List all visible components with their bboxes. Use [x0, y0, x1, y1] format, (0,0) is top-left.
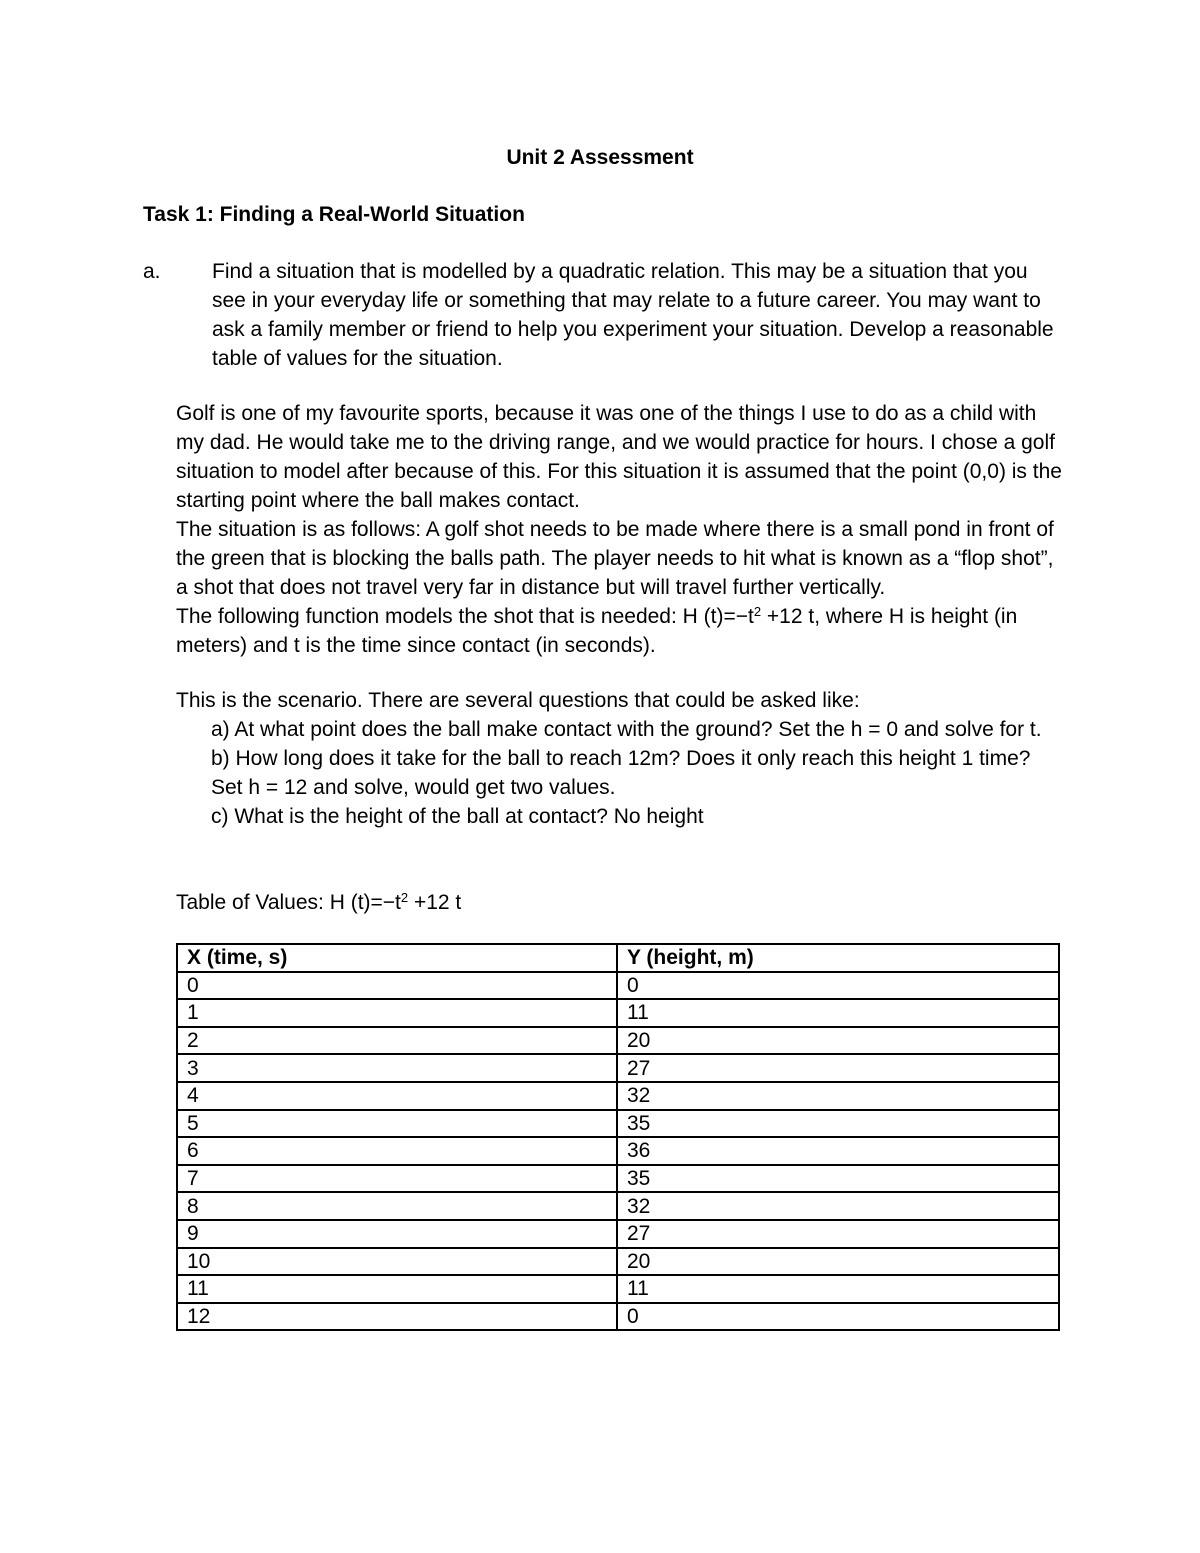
cell-time: 11	[177, 1275, 617, 1303]
paragraph-golf-intro: Golf is one of my favourite sports, because it was one of the things I use to do as a child with my dad. He would take me to the driving range, and we would practice for hours. I chose a golf situation to model after because of this. For this situation it is assumed that the point (0,0) is the starting point where the ball makes contact.	[176, 402, 1062, 512]
table-title-before: Table of Values: H (t)=−t	[176, 891, 401, 914]
prompt-list-marker: a.	[143, 260, 161, 283]
cell-height: 20	[617, 1248, 1059, 1276]
question-item: c) What is the height of the ball at contact? No height	[211, 805, 704, 828]
table-row	[177, 1054, 1059, 1082]
table-title-after: +12 t	[408, 891, 462, 914]
cell-time: 10	[177, 1248, 617, 1276]
cell-height: 32	[617, 1082, 1059, 1110]
cell-time: 4	[177, 1082, 617, 1110]
table-row	[177, 1275, 1059, 1303]
table-row	[177, 1082, 1059, 1110]
table-row	[177, 1303, 1059, 1331]
cell-time: 12	[177, 1303, 617, 1331]
cell-height: 11	[617, 999, 1059, 1027]
function-exponent: 2	[753, 604, 762, 619]
table-row	[177, 1165, 1059, 1193]
table-row	[177, 972, 1059, 1000]
header-x-time: X (time, s)	[177, 944, 617, 972]
cell-height: 32	[617, 1192, 1059, 1220]
task-prompt	[143, 257, 1063, 373]
scenario-intro: This is the scenario. There are several questions that could be asked like:	[176, 689, 860, 712]
table-row	[177, 1110, 1059, 1138]
response-body	[176, 399, 1066, 660]
cell-time: 8	[177, 1192, 617, 1220]
cell-time: 7	[177, 1165, 617, 1193]
cell-height: 0	[617, 972, 1059, 1000]
cell-time: 0	[177, 972, 617, 1000]
values-table	[176, 943, 1060, 1331]
table-row	[177, 1027, 1059, 1055]
paragraph-function	[176, 602, 1066, 660]
function-text-after: +12 t, where H is height (in meters) and t is the time since contact (in seconds).	[176, 605, 1018, 657]
question-item: b) How long does it take for the ball to reach 12m? Does it only reach this height 1 time? Set h = 12 and solve, would get two values.	[211, 747, 1031, 799]
table-title	[176, 888, 461, 917]
table-row	[177, 1137, 1059, 1165]
cell-height: 20	[617, 1027, 1059, 1055]
table-header-row	[177, 944, 1059, 972]
table-title-exponent: 2	[400, 890, 409, 905]
paragraph-situation: The situation is as follows: A golf shot needs to be made where there is a small pond in front of the green that is blocking the balls path. The player needs to hit what is known as a “flop shot”, a shot that does not travel very far in distance but will travel further vertically.	[176, 518, 1054, 599]
cell-time: 3	[177, 1054, 617, 1082]
cell-time: 9	[177, 1220, 617, 1248]
cell-time: 6	[177, 1137, 617, 1165]
cell-height: 35	[617, 1110, 1059, 1138]
header-y-height: Y (height, m)	[617, 944, 1059, 972]
cell-height: 11	[617, 1275, 1059, 1303]
cell-time: 2	[177, 1027, 617, 1055]
task-heading: Task 1: Finding a Real-World Situation	[143, 203, 525, 226]
cell-height: 35	[617, 1165, 1059, 1193]
question-item: a) At what point does the ball make contact with the ground? Set the h = 0 and solve for t.	[211, 718, 1042, 741]
table-row	[177, 999, 1059, 1027]
cell-height: 0	[617, 1303, 1059, 1331]
table-row	[177, 1220, 1059, 1248]
table-row	[177, 1192, 1059, 1220]
function-text-before: The following function models the shot that is needed: H (t)=−t	[176, 605, 754, 628]
cell-height: 27	[617, 1054, 1059, 1082]
cell-height: 27	[617, 1220, 1059, 1248]
cell-time: 1	[177, 999, 617, 1027]
question-list	[211, 715, 1066, 831]
page-title: Unit 2 Assessment	[506, 146, 694, 169]
cell-time: 5	[177, 1110, 617, 1138]
table-row	[177, 1248, 1059, 1276]
prompt-text: Find a situation that is modelled by a quadratic relation. This may be a situation that you see in your everyday life or something that may relate to a future career. You may want to ask a family member or friend to help you experiment your situation. Develop a reasonable table of values for the situation.	[212, 260, 1054, 370]
cell-height: 36	[617, 1137, 1059, 1165]
